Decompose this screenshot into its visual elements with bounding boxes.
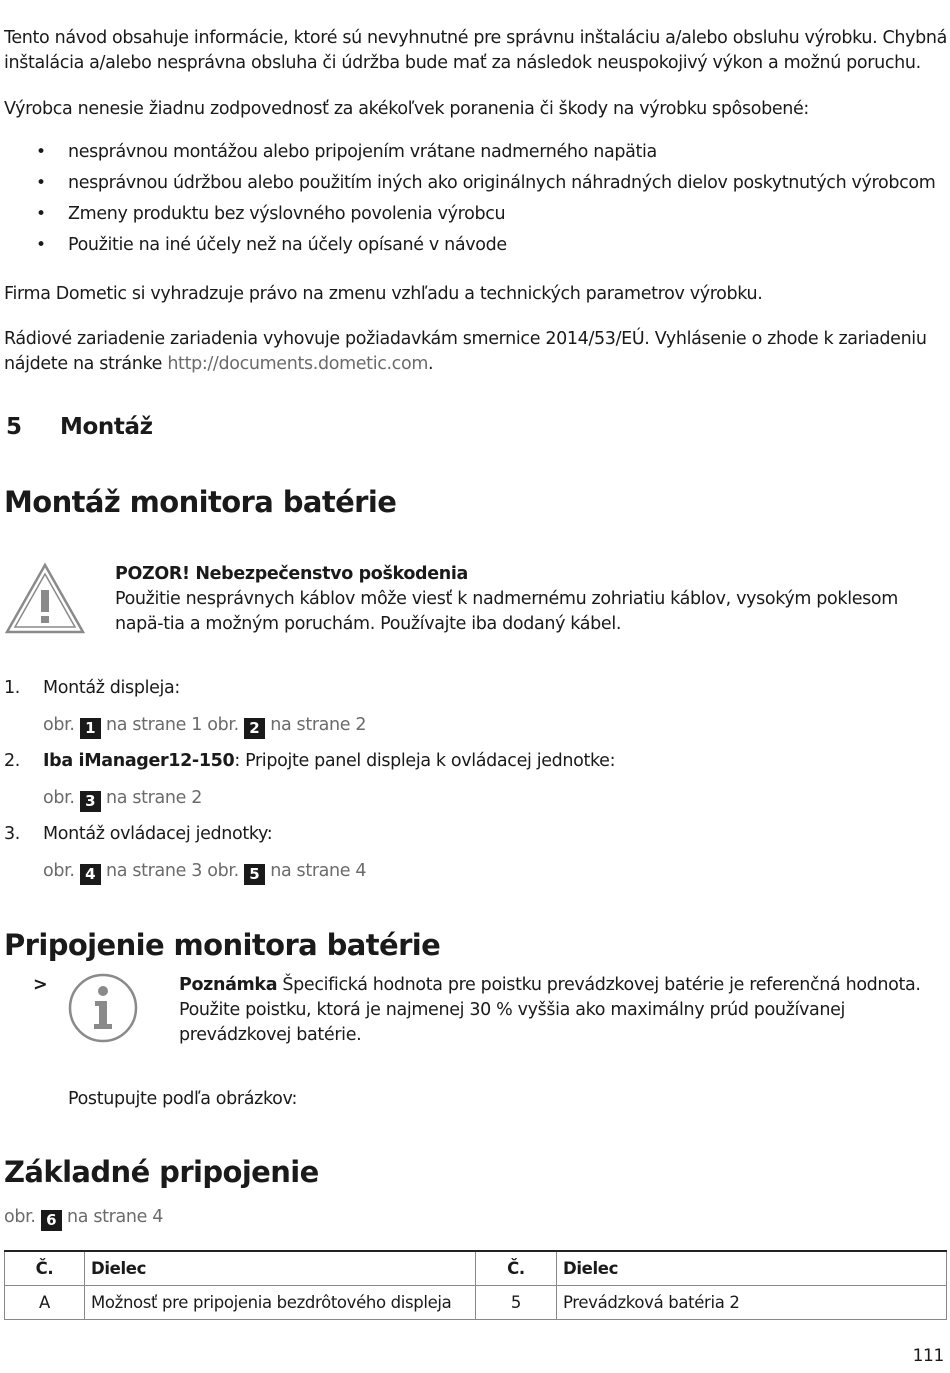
ref-label: obr. (43, 715, 75, 735)
bullet-icon: • (36, 235, 46, 255)
intro-paragraph-2: Výrobca nenesie žiadnu zodpovednosť za akékoľvek poranenia či škody na výrobku spôsobené: (4, 99, 809, 119)
column-header: Č. (5, 1251, 85, 1285)
list-item-text: Zmeny produktu bez výslovného povolenia výrobcu (68, 204, 506, 224)
table-cell: 5 (476, 1285, 557, 1319)
ref-label: obr. (207, 715, 239, 735)
bullet-icon: • (36, 204, 46, 224)
column-header: Dielec (557, 1251, 947, 1285)
basic-ref (4, 1207, 163, 1231)
figure-number-badge[interactable]: 3 (80, 791, 101, 812)
list-item (0, 204, 950, 229)
column-header: Dielec (85, 1251, 476, 1285)
mount-heading: Montáž monitora batérie (4, 485, 397, 519)
step-1-refs (43, 715, 366, 739)
step-3-text: Montáž ovládacej jednotky: (43, 824, 273, 844)
chevron-right-icon: > (33, 975, 48, 995)
figure-number-badge[interactable]: 5 (244, 864, 265, 885)
parts-table (4, 1250, 947, 1320)
ref-label: obr. (4, 1207, 36, 1227)
ref-page: na strane 3 (106, 861, 202, 881)
list-item (0, 142, 950, 167)
figure-number-badge[interactable]: 6 (41, 1210, 62, 1231)
note-block (179, 973, 949, 1048)
ref-page: na strane 2 (270, 715, 367, 735)
table-row (5, 1285, 947, 1319)
table-cell: Prevádzková batéria 2 (557, 1285, 947, 1319)
list-item (0, 235, 950, 260)
list-item-text: nesprávnou údržbou alebo použitím iných ako originálnych náhradných dielov poskytnutých výrobcom (68, 173, 936, 193)
ref-label: obr. (207, 861, 239, 881)
caution-block (115, 562, 945, 637)
ref-page: na strane 4 (270, 861, 367, 881)
p4-text: Rádiové zariadenie zariadenia vyhovuje požiadavkám smernice 2014/53/EÚ. Vyhlásenie o zhode k zariadeniu nájdete na stránke (4, 329, 927, 374)
list-item-text: Použitie na iné účely než na účely opísané v návode (68, 235, 507, 255)
ref-label: obr. (43, 788, 75, 808)
info-icon (67, 972, 139, 1044)
figure-number-badge[interactable]: 1 (80, 718, 101, 739)
note-text: Špecifická hodnota pre poistku prevádzkovej batérie je referenčná hodnota. Použite poistku, ktorá je najmenej 30 % vyššia ako maximálny prúd používanej prevádzkovej batérie. (179, 975, 921, 1045)
page-number: 111 (912, 1346, 944, 1366)
step-1-number: 1. (4, 678, 20, 698)
ref-page: na strane 1 (106, 715, 202, 735)
warning-triangle-icon (4, 562, 86, 636)
bullet-icon: • (36, 142, 46, 162)
table-cell: Možnosť pre pripojenia bezdrôtového displeja (85, 1285, 476, 1319)
step-2-number: 2. (4, 751, 20, 771)
list-item-text: nesprávnou montážou alebo pripojením vrátane nadmerného napätia (68, 142, 657, 162)
connect-heading: Pripojenie monitora batérie (4, 928, 441, 962)
intro-paragraph-3: Firma Dometic si vyhradzuje právo na zmenu vzhľadu a technických parametrov výrobku. (4, 284, 763, 304)
intro-paragraph-4 (4, 327, 948, 377)
table-header-row (5, 1251, 947, 1285)
p4-end: . (428, 354, 434, 374)
caution-title: POZOR! Nebezpečenstvo poškodenia (115, 564, 468, 584)
step-2-refs (43, 788, 202, 812)
step-3-number: 3. (4, 824, 20, 844)
step-2-bold: Iba iManager12-150 (43, 751, 235, 771)
figure-number-badge[interactable]: 4 (80, 864, 101, 885)
basic-heading: Základné pripojenie (4, 1155, 319, 1189)
bullet-icon: • (36, 173, 46, 193)
section-title: Montáž (60, 414, 153, 440)
column-header: Č. (476, 1251, 557, 1285)
ref-page: na strane 4 (67, 1207, 163, 1227)
instruction-text: Postupujte podľa obrázkov: (68, 1089, 298, 1109)
step-2-text (43, 751, 615, 771)
documents-link[interactable]: http://documents.dometic.com (167, 354, 429, 374)
ref-label: obr. (43, 861, 75, 881)
step-1-text: Montáž displeja: (43, 678, 180, 698)
caution-text: Použitie nesprávnych káblov môže viesť k nadmernému zohriatiu káblov, vysokým poklesom napä-tia a možným poruchám. Používajte iba dodaný kábel. (115, 589, 898, 634)
ref-page: na strane 2 (106, 788, 202, 808)
figure-number-badge[interactable]: 2 (244, 718, 265, 739)
list-item (0, 173, 950, 198)
step-3-refs (43, 861, 366, 885)
intro-paragraph-1: Tento návod obsahuje informácie, ktoré sú nevyhnutné pre správnu inštaláciu a/alebo obsluhu výrobku. Chybná inštalácia a/alebo nesprávna obsluha či údržba bude mať za následok neuspokojivý výkon a možnú poruchu. (4, 28, 948, 73)
step-2-rest: : Pripojte panel displeja k ovládacej jednotke: (234, 751, 616, 771)
note-title: Poznámka (179, 975, 278, 995)
table-cell: A (5, 1285, 85, 1319)
section-number: 5 (6, 414, 22, 440)
